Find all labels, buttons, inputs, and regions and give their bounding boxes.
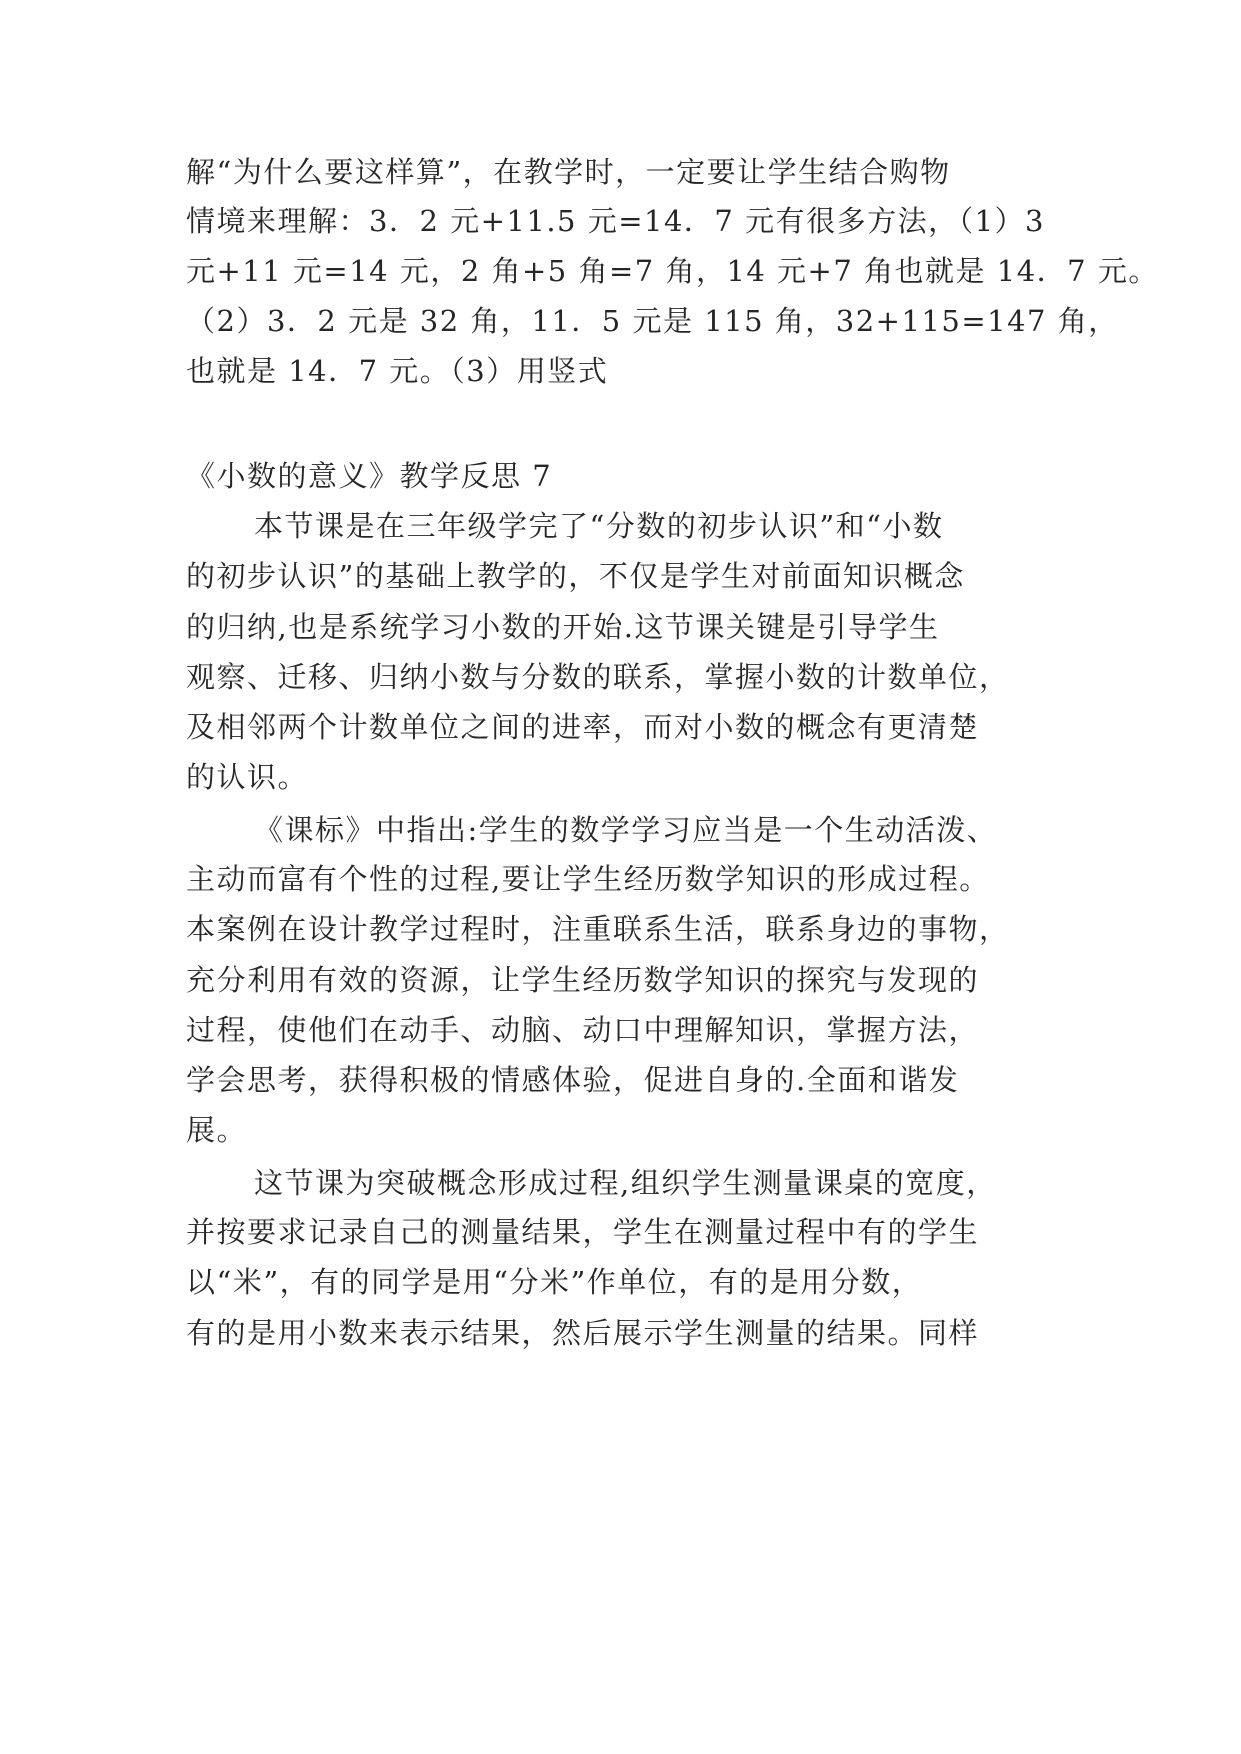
section-title: 《小数的意义》教学反思 7 xyxy=(186,459,553,493)
paragraph-1-line-4: 观察、迁移、归纳小数与分数的联系，掌握小数的计数单位， xyxy=(186,660,1010,694)
paragraph-1-line-2: 的初步认识”的基础上教学的，不仅是学生对前面知识概念 xyxy=(186,559,965,593)
paragraph-2-line-1: 《课标》中指出:学生的数学学习应当是一个生动活泼、 xyxy=(254,813,998,847)
paragraph-3-line-3: 以“米”，有的同学是用“分米”作单位，有的是用分数， xyxy=(186,1265,923,1299)
paragraph-2-line-5: 过程，使他们在动手、动脑、动口中理解知识，掌握方法， xyxy=(186,1013,980,1047)
paragraph-2-line-3: 本案例在设计教学过程时，注重联系生活，联系身边的事物， xyxy=(186,912,1010,946)
paragraph-2-line-6: 学会思考，获得积极的情感体验，促进自身的.全面和谐发 xyxy=(186,1063,960,1097)
paragraph-2-line-4: 充分利用有效的资源，让学生经历数学知识的探究与发现的 xyxy=(186,963,980,997)
paragraph-2-line-2: 主动而富有个性的过程,要让学生经历数学知识的形成过程。 xyxy=(186,862,990,896)
paragraph-3-line-2: 并按要求记录自己的测量结果，学生在测量过程中有的学生 xyxy=(186,1215,980,1249)
intro-line-1: 解“为什么要这样算”，在教学时，一定要让学生结合购物 xyxy=(186,155,951,189)
intro-line-2: 情境来理解：3．2 元+11.5 元=14．7 元有很多方法，（1）3 xyxy=(186,204,1045,238)
paragraph-3-line-4: 有的是用小数来表示结果，然后展示学生测量的结果。同样 xyxy=(186,1316,980,1350)
paragraph-3-line-1: 这节课为突破概念形成过程,组织学生测量课桌的宽度， xyxy=(254,1166,997,1200)
intro-line-3: 元+11 元=14 元，2 角+5 角=7 角，14 元+7 角也就是 14．7 元。 xyxy=(186,254,1159,288)
intro-line-5: 也就是 14．7 元。（3）用竖式 xyxy=(186,354,609,388)
paragraph-1-line-3: 的归纳,也是系统学习小数的开始.这节课关键是引导学生 xyxy=(186,610,940,644)
paragraph-1-line-1: 本节课是在三年级学完了“分数的初步认识”和“小数 xyxy=(254,509,944,543)
paragraph-1-line-5: 及相邻两个计数单位之间的进率，而对小数的概念有更清楚 xyxy=(186,710,980,744)
paragraph-1-line-6: 的认识。 xyxy=(186,760,309,794)
paragraph-2-line-7: 展。 xyxy=(186,1113,248,1147)
intro-line-4: （2）3．2 元是 32 角，11．5 元是 115 角，32+115=147 角， xyxy=(186,304,1119,338)
